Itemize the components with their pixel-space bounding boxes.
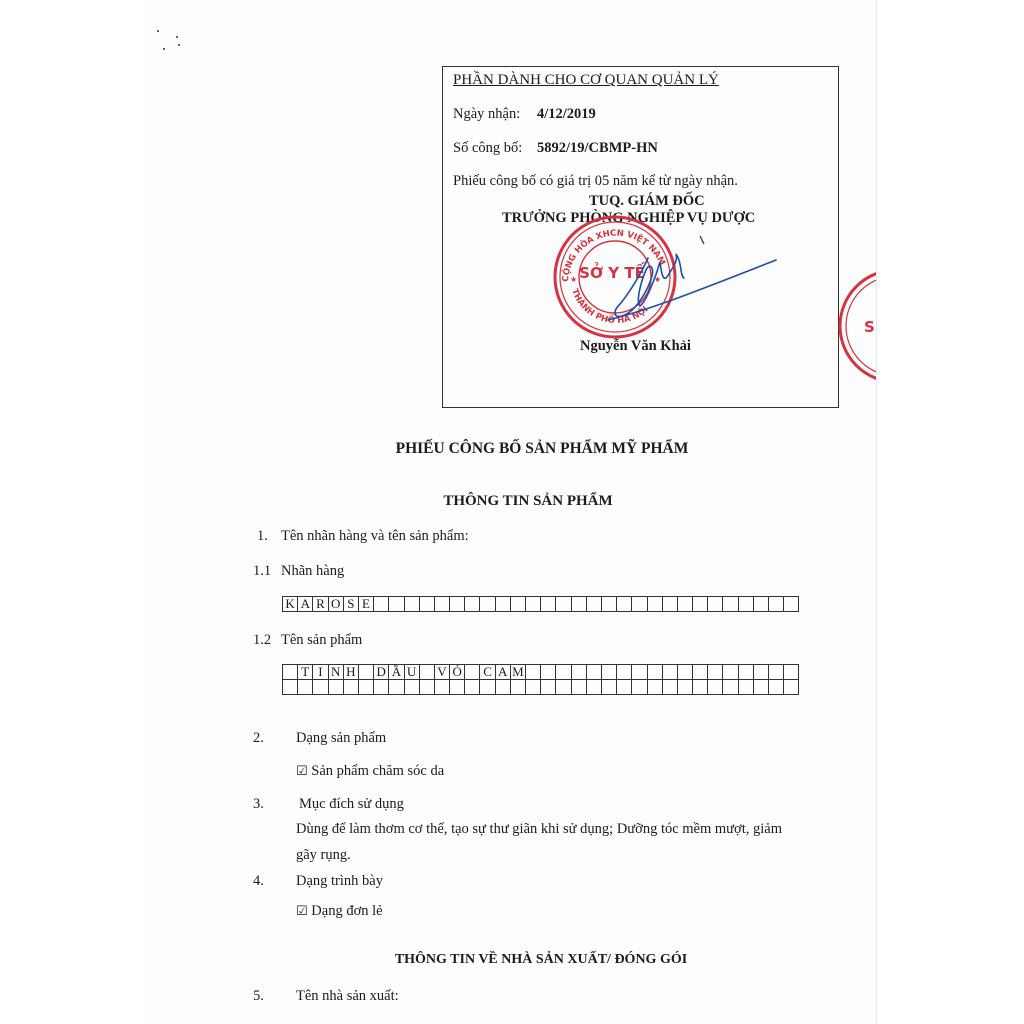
document-title: PHIẾU CÔNG BỐ SẢN PHẨM MỸ PHẨM bbox=[395, 440, 689, 457]
item-label: Tên sản phẩm bbox=[281, 632, 363, 648]
letter-cell bbox=[769, 597, 784, 612]
letter-cell bbox=[556, 597, 571, 612]
letter-cell bbox=[419, 680, 434, 695]
letter-cell bbox=[662, 597, 677, 612]
svg-text:S: S bbox=[864, 318, 875, 336]
letter-cell bbox=[526, 680, 541, 695]
section-manufacturer-title: THÔNG TIN VỀ NHÀ SẢN XUẤT/ ĐÓNG GÓI bbox=[394, 952, 688, 967]
letter-cell: O bbox=[328, 597, 343, 612]
letter-cell bbox=[723, 680, 738, 695]
item-number: 1. bbox=[257, 528, 268, 544]
letter-cell bbox=[450, 597, 465, 612]
letter-cell: Ầ bbox=[389, 665, 404, 680]
letter-cell: A bbox=[495, 665, 510, 680]
svg-text:THÀNH PHỐ HÀ NỘI: THÀNH PHỐ HÀ NỘI bbox=[569, 287, 651, 327]
item-label: Dạng trình bày bbox=[296, 873, 383, 889]
letter-cell bbox=[723, 665, 738, 680]
letter-cell: M bbox=[512, 664, 524, 679]
letter-cell bbox=[283, 680, 298, 695]
letter-cell bbox=[313, 680, 328, 695]
letter-cell bbox=[662, 665, 677, 680]
letter-cell bbox=[298, 680, 313, 695]
letter-cell: E bbox=[358, 597, 373, 612]
letter-cell bbox=[769, 680, 784, 695]
letter-cell: C bbox=[480, 665, 495, 680]
letter-cell bbox=[343, 680, 358, 695]
svg-text:★: ★ bbox=[570, 275, 578, 284]
letter-cell bbox=[358, 680, 373, 695]
item-label: Nhãn hàng bbox=[281, 563, 345, 579]
letter-cell bbox=[723, 597, 738, 612]
letter-cell bbox=[358, 665, 373, 680]
signer-title-1: TUQ. GIÁM ĐỐC bbox=[589, 193, 705, 209]
product-type-option bbox=[296, 763, 444, 780]
speck bbox=[176, 36, 178, 38]
checked-box-icon: ☑ bbox=[296, 904, 308, 919]
item-number: 1.2 bbox=[253, 632, 272, 648]
product-name-grid bbox=[282, 664, 799, 695]
letter-cell bbox=[450, 680, 465, 695]
signer-name: Nguyễn Văn Khải bbox=[580, 338, 691, 354]
item-label: Mục đích sử dụng bbox=[299, 796, 404, 812]
letter-cell bbox=[541, 680, 556, 695]
signer-title-2: TRƯỞNG PHÒNG NGHIỆP VỤ DƯỢC bbox=[502, 210, 756, 226]
item-label: Tên nhãn hàng và tên sản phẩm: bbox=[281, 528, 469, 544]
letter-cell bbox=[465, 665, 480, 680]
speck bbox=[157, 30, 159, 32]
letter-cell: D bbox=[374, 665, 389, 680]
letter-cell bbox=[541, 665, 556, 680]
letter-cell bbox=[571, 665, 586, 680]
letter-cell bbox=[465, 680, 480, 695]
purpose-text-line-1: Dùng để làm thơm cơ thể, tạo sự thư giãn khi sử dụng; Dưỡng tóc mềm mượt, giảm bbox=[296, 821, 782, 837]
letter-cell bbox=[404, 680, 419, 695]
letter-cell bbox=[434, 597, 449, 612]
option-label: Dạng đơn lẻ bbox=[311, 903, 383, 919]
letter-cell bbox=[784, 597, 799, 612]
svg-text:★: ★ bbox=[654, 275, 662, 284]
letter-cell bbox=[541, 597, 556, 612]
letter-cell bbox=[708, 665, 723, 680]
letter-cell bbox=[784, 665, 799, 680]
item-number: 2. bbox=[253, 730, 264, 746]
letter-cell: R bbox=[313, 597, 328, 612]
letter-cell bbox=[708, 597, 723, 612]
letter-cell bbox=[480, 680, 495, 695]
letter-cell bbox=[389, 597, 404, 612]
letter-cell bbox=[419, 665, 434, 680]
letter-cell bbox=[526, 665, 541, 680]
purpose-text-line-2: gãy rụng. bbox=[296, 847, 351, 863]
brand-name-grid bbox=[282, 596, 799, 612]
letter-cell bbox=[647, 597, 662, 612]
letter-cell bbox=[571, 680, 586, 695]
letter-cell bbox=[571, 597, 586, 612]
letter-cell bbox=[586, 665, 601, 680]
letter-cell bbox=[389, 680, 404, 695]
letter-cell: T bbox=[298, 665, 313, 680]
letter-cell bbox=[738, 665, 753, 680]
option-label: Sản phẩm chăm sóc da bbox=[311, 763, 445, 779]
letter-cell bbox=[374, 680, 389, 695]
letter-cell bbox=[738, 597, 753, 612]
letter-cell: Ỏ bbox=[450, 665, 465, 680]
letter-cell bbox=[632, 665, 647, 680]
signature-icon bbox=[590, 232, 790, 332]
letter-cell bbox=[374, 597, 389, 612]
letter-cell bbox=[495, 680, 510, 695]
received-date-value: 4/12/2019 bbox=[537, 106, 596, 122]
item-label: Dạng sản phẩm bbox=[296, 730, 387, 746]
letter-cell bbox=[480, 597, 495, 612]
item-number: 3. bbox=[253, 796, 264, 812]
letter-cell bbox=[601, 665, 616, 680]
announcement-number-label: Số công bố: bbox=[453, 140, 523, 156]
letter-cell bbox=[465, 597, 480, 612]
presentation-option bbox=[296, 903, 383, 920]
letter-cell: N bbox=[328, 665, 343, 680]
letter-cell bbox=[693, 665, 708, 680]
letter-cell bbox=[404, 597, 419, 612]
letter-cell bbox=[601, 680, 616, 695]
letter-cell bbox=[693, 680, 708, 695]
letter-cell bbox=[632, 597, 647, 612]
letter-cell bbox=[586, 680, 601, 695]
letter-cell bbox=[784, 680, 799, 695]
letter-cell: A bbox=[298, 597, 313, 612]
letter-cell bbox=[677, 665, 692, 680]
letter-cell: S bbox=[343, 597, 358, 612]
letter-cell bbox=[662, 680, 677, 695]
letter-cell bbox=[419, 597, 434, 612]
partial-stamp-icon bbox=[836, 266, 876, 386]
letter-cell: U bbox=[404, 665, 419, 680]
letter-cell: K bbox=[283, 597, 298, 612]
letter-cell bbox=[526, 597, 541, 612]
letter-cell bbox=[738, 680, 753, 695]
letter-cell bbox=[647, 680, 662, 695]
validity-note: Phiếu công bố có giá trị 05 năm kể từ ngày nhận. bbox=[453, 173, 738, 189]
checked-box-icon: ☑ bbox=[296, 764, 308, 779]
letter-cell bbox=[434, 680, 449, 695]
page-margin bbox=[876, 0, 1024, 1024]
letter-cell bbox=[753, 597, 768, 612]
admin-heading: PHẦN DÀNH CHO CƠ QUAN QUẢN LÝ bbox=[453, 72, 719, 88]
section-product-info-title: THÔNG TIN SẢN PHẨM bbox=[443, 493, 613, 509]
letter-cell bbox=[510, 597, 525, 612]
letter-cell bbox=[753, 680, 768, 695]
letter-cell bbox=[753, 665, 768, 680]
letter-cell bbox=[769, 665, 784, 680]
letter-cell bbox=[693, 597, 708, 612]
letter-cell bbox=[617, 680, 632, 695]
letter-cell bbox=[647, 665, 662, 680]
letter-cell bbox=[677, 597, 692, 612]
letter-cell: V bbox=[434, 665, 449, 680]
letter-cell bbox=[328, 680, 343, 695]
letter-cell bbox=[708, 680, 723, 695]
letter-cell bbox=[510, 680, 525, 695]
item-number: 1.1 bbox=[253, 563, 272, 579]
item-number: 5. bbox=[253, 988, 264, 1004]
item-label: Tên nhà sản xuất: bbox=[296, 988, 399, 1004]
announcement-number-value: 5892/19/CBMP-HN bbox=[537, 140, 658, 156]
letter-cell bbox=[556, 680, 571, 695]
speck bbox=[163, 48, 165, 50]
letter-cell bbox=[632, 680, 647, 695]
received-date-label: Ngày nhận: bbox=[453, 106, 521, 122]
letter-cell: I bbox=[313, 665, 328, 680]
letter-cell: H bbox=[343, 665, 358, 680]
item-number: 4. bbox=[253, 873, 264, 889]
letter-cell bbox=[586, 597, 601, 612]
speck bbox=[178, 44, 180, 46]
letter-cell bbox=[617, 665, 632, 680]
letter-cell bbox=[677, 680, 692, 695]
letter-cell bbox=[283, 665, 298, 680]
svg-text:SỞ Y TẾ: SỞ Y TẾ bbox=[579, 264, 645, 282]
svg-text:CỘNG HÒA XHCN VIỆT NAM: CỘNG HÒA XHCN VIỆT NAM bbox=[560, 228, 667, 283]
letter-cell bbox=[601, 597, 616, 612]
letter-cell bbox=[495, 597, 510, 612]
letter-cell bbox=[617, 597, 632, 612]
letter-cell bbox=[556, 665, 571, 680]
